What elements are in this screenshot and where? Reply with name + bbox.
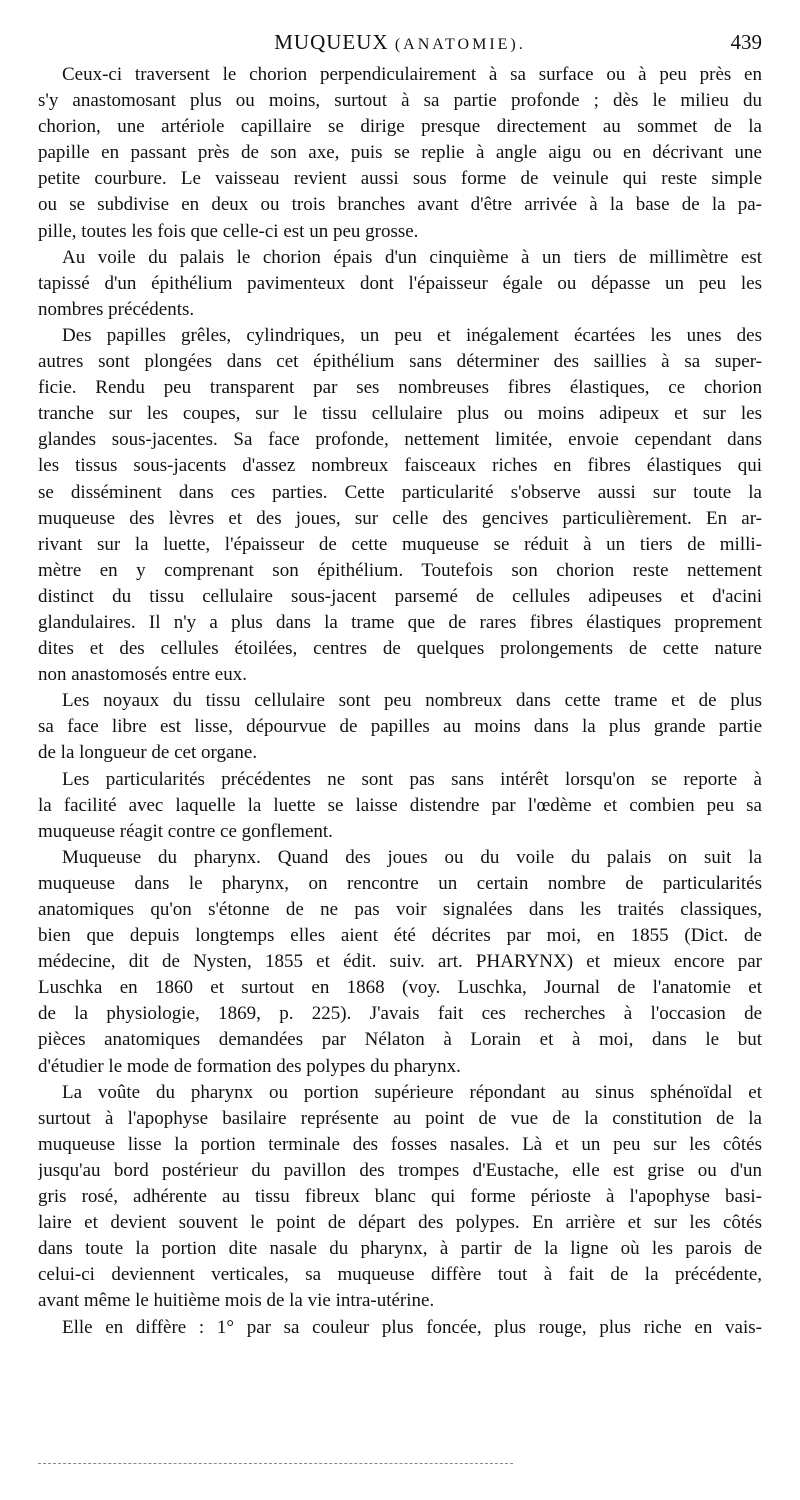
text-line: mètre en y comprenant son épithélium. Toutefois son chorion reste nettement (38, 559, 762, 581)
text-line: pièces anatomiques demandées par Nélaton à Lorain et à moi, dans le but (38, 1029, 762, 1051)
text-line: chorion, une artériole capillaire se dirige presque directement au sommet de la (38, 116, 762, 138)
text-line: la facilité avec laquelle la luette se laisse distendre par l'œdème et combien peu sa (38, 794, 762, 816)
text-line: Muqueuse du pharynx. Quand des joues ou du voile du palais on suit la (62, 846, 762, 868)
text-line: La voûte du pharynx ou portion supérieure répondant au sinus sphénoïdal et (62, 1081, 762, 1103)
text-line: s'y anastomosant plus ou moins, surtout à sa partie profonde ; dès le milieu du (38, 90, 762, 112)
text-line: les tissus sous-jacents d'assez nombreux faisceaux riches en fibres élastiques qui (38, 455, 762, 477)
text-line: autres sont plongées dans cet épithélium sans déterminer des saillies à sa super- (38, 351, 762, 373)
text-line: distinct du tissu cellulaire sous-jacent parsemé de cellules adipeuses et d'acini (38, 585, 762, 607)
text-line: muqueuse dans le pharynx, on rencontre un certain nombre de particularités (38, 872, 762, 894)
text-line: papille en passant près de son axe, puis se replie à angle aigu ou en décrivant une (38, 142, 762, 164)
text-line: celui-ci deviennent verticales, sa muqueuse diffère tout à fait de la précédente, (38, 1264, 762, 1286)
text-line: dites et des cellules étoilées, centres de quelques prolongements de cette nature (38, 638, 762, 660)
text-line: petite courbure. Le vaisseau revient aussi sous forme de veinule qui reste simple (38, 168, 762, 190)
text-line: Elle en diffère : 1° par sa couleur plus foncée, plus rouge, plus riche en vais- (62, 1316, 762, 1338)
text-line: d'étudier le mode de formation des polypes du pharynx. (38, 1055, 461, 1077)
text-line: Les noyaux du tissu cellulaire sont peu nombreux dans cette trame et de plus (62, 690, 762, 712)
text-line: pille, toutes les fois que celle-ci est un peu grosse. (38, 220, 419, 242)
text-line: Des papilles grêles, cylindriques, un peu et inégalement écartées les unes des (62, 324, 762, 346)
text-line: dans toute la portion dite nasale du pharynx, à partir de la ligne où les parois de (38, 1238, 762, 1260)
text-line: Les particularités précédentes ne sont pas sans intérêt lorsqu'on se reporte à (62, 768, 762, 790)
text-line: Ceux-ci traversent le chorion perpendiculairement à sa surface ou à peu près en (62, 64, 762, 85)
text-line: se disséminent dans ces parties. Cette particularité s'observe aussi sur toute la (38, 481, 762, 503)
text-line: sa face libre est lisse, dépourvue de papilles au moins dans la plus grande partie (38, 716, 762, 738)
text-line: muqueuse réagit contre ce gonflement. (38, 820, 333, 842)
text-line: nombres précédents. (38, 298, 195, 320)
text-line: muqueuse lisse la portion terminale des fosses nasales. Là et un peu sur les côtés (38, 1133, 762, 1155)
text-line: de la longueur de cet organe. (38, 742, 258, 764)
text-line: Luschka en 1860 et surtout en 1868 (voy. Luschka, Journal de l'anatomie et (38, 977, 762, 999)
text-line: ficie. Rendu peu transparent par ses nombreuses fibres élastiques, ce chorion (38, 377, 762, 399)
text-line: anatomiques qu'on s'étonne de ne pas voir signalées dans les traités classiques, (38, 899, 762, 920)
text-line: tranche sur les coupes, sur le tissu cellulaire plus ou moins adipeux et sur les (38, 403, 762, 425)
text-line: jusqu'au bord postérieur du pavillon des trompes d'Eustache, elle est grise ou d'un (38, 1159, 762, 1181)
text-line: muqueuse des lèvres et des joues, sur celle des gencives particulièrement. En ar- (38, 507, 762, 529)
footer-rule (38, 1463, 513, 1464)
text-line: glandes sous-jacentes. Sa face profonde, nettement limitée, envoie cependant dans (38, 429, 762, 451)
text-line: gris rosé, adhérente au tissu fibreux blanc qui forme périoste à l'apophyse basi- (38, 1186, 762, 1208)
running-title-subtitle: (ANATOMIE). (394, 36, 526, 53)
running-title-main: MUQUEUX (274, 30, 389, 54)
text-line: médecine, dit de Nysten, 1855 et édit. suiv. art. PHARYNX) et mieux encore par (38, 951, 762, 973)
running-title (38, 30, 762, 55)
page-number: 439 (730, 30, 762, 54)
text-line: de la physiologie, 1869, p. 225). J'avais fait ces recherches à l'occasion de (38, 1003, 762, 1025)
text-line: bien que depuis longtemps elles aient été décrites par moi, en 1855 (Dict. de (38, 925, 762, 947)
text-line: Au voile du palais le chorion épais d'un cinquième à un tiers de millimètre est (62, 246, 762, 268)
text-line: ou se subdivise en deux ou trois branches avant d'être arrivée à la base de la pa- (38, 194, 762, 216)
text-line: avant même le huitième mois de la vie intra-utérine. (38, 1290, 435, 1312)
text-line: glandulaires. Il n'y a plus dans la trame que de rares fibres élastiques proprement (38, 611, 762, 633)
text-line: rivant sur la luette, l'épaisseur de cette muqueuse se réduit à un tiers de milli- (38, 533, 762, 555)
page-header (38, 30, 762, 60)
body-text (38, 62, 762, 1341)
text-line: tapissé d'un épithélium pavimenteux dont l'épaisseur égale ou dépasse un peu les (38, 272, 762, 294)
text-line: surtout à l'apophyse basilaire représente au point de vue de la constitution de la (38, 1107, 762, 1129)
text-line: laire et devient souvent le point de départ des polypes. En arrière et sur les côtés (38, 1212, 762, 1234)
text-line: non anastomosés entre eux. (38, 664, 247, 686)
